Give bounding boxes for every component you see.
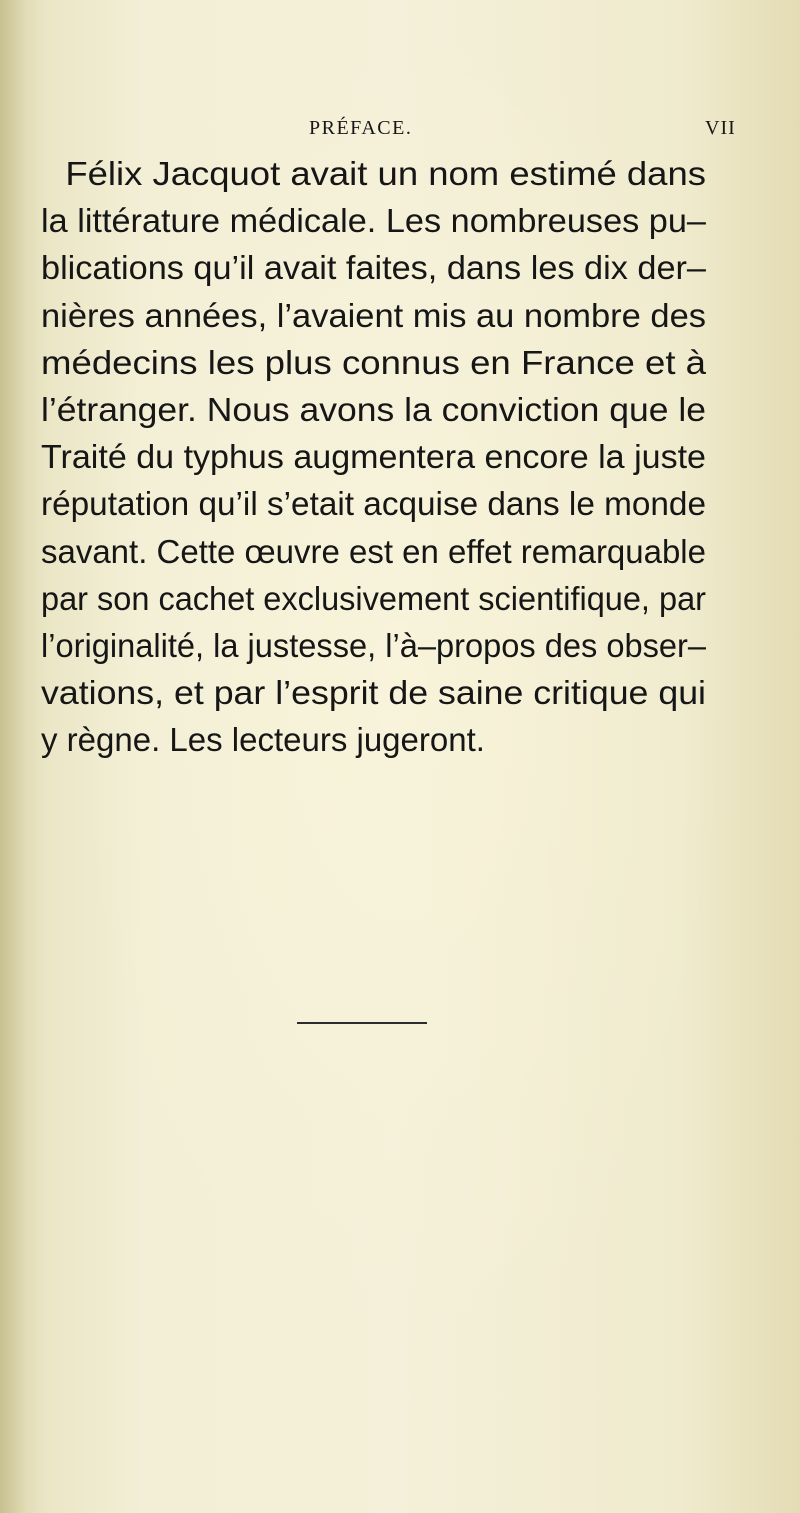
text-line: la littérature médicale. Les nombreuses pu– <box>41 202 706 240</box>
text-line: nières années, l’avaient mis au nombre des <box>41 296 706 334</box>
running-head: PRÉFACE. <box>309 117 413 139</box>
page-number: VII <box>705 117 736 139</box>
text-line: vations, et par l’esprit de saine critique qui <box>41 674 706 712</box>
page-header <box>0 112 800 144</box>
text-line: Traité du typhus augmentera encore la juste <box>41 438 706 476</box>
text-line: l’étranger. Nous avons la conviction que le <box>41 391 706 429</box>
text-line: blications qu’il avait faites, dans les dix der– <box>41 249 706 287</box>
text-line: par son cachet exclusivement scientifique, par <box>41 579 706 617</box>
preface-paragraph <box>41 150 706 764</box>
page-edge-shadow <box>0 0 26 1513</box>
text-line: réputation qu’il s’etait acquise dans le monde <box>41 485 706 523</box>
text-line: Félix Jacquot avait un nom estimé dans <box>65 155 707 192</box>
text-line: y règne. Les lecteurs jugeront. <box>41 721 485 759</box>
text-line: médecins les plus connus en France et à <box>41 343 706 381</box>
text-line: l’originalité, la justesse, l’à–propos des obser– <box>41 627 706 665</box>
text-line: savant. Cette œuvre est en effet remarquable <box>41 532 706 570</box>
section-divider-rule <box>297 1022 427 1024</box>
